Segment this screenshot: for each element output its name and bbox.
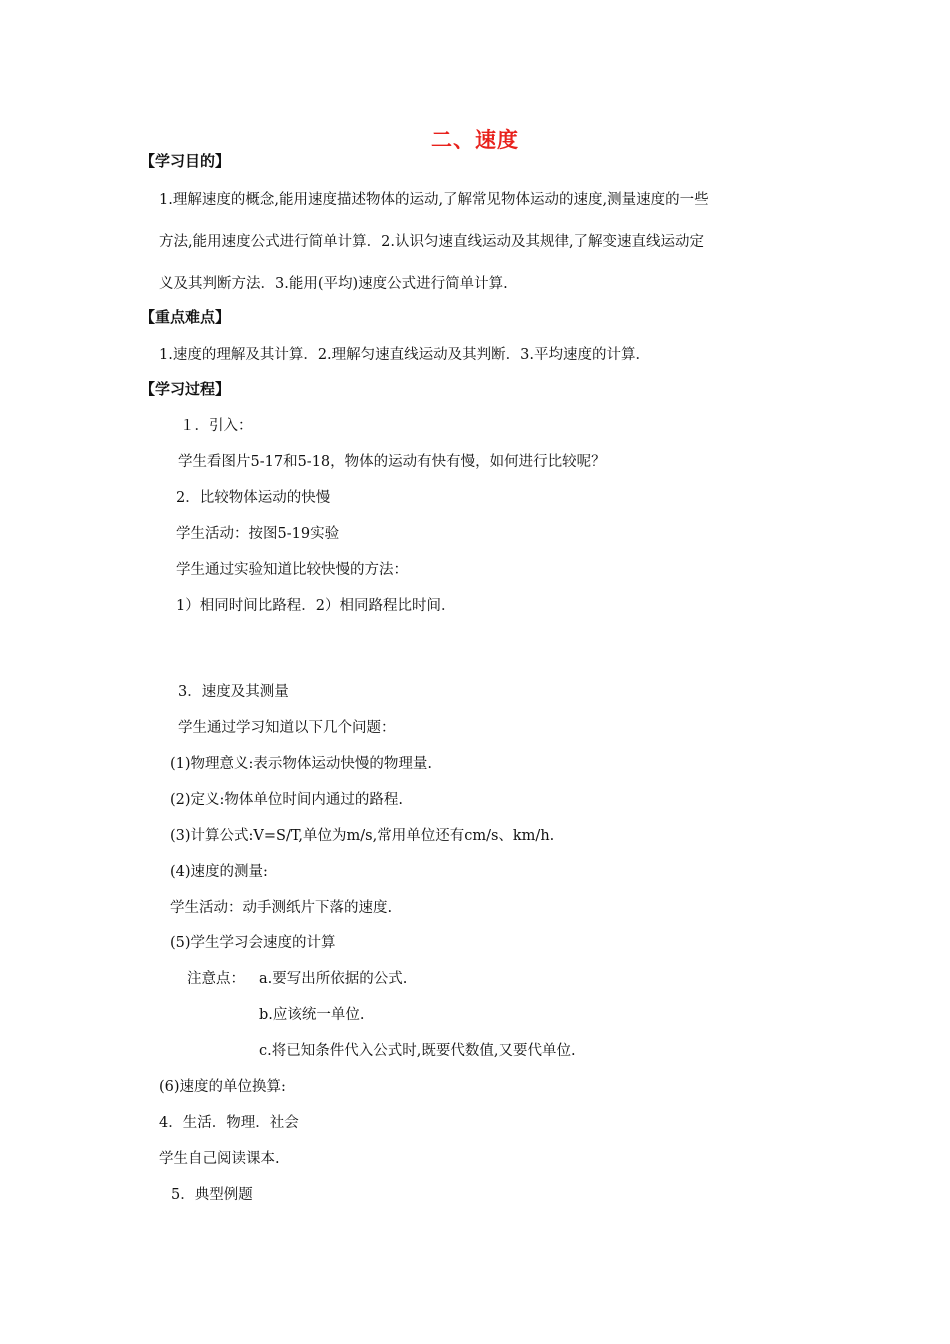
process-line-intro: １．引入：: [180, 418, 253, 434]
process-line: (2)定义:物体单位时间内通过的路程.: [170, 792, 404, 808]
process-line: 2．比较物体运动的快慢: [176, 490, 331, 506]
process-heading: 【学习过程】: [140, 380, 231, 398]
objectives-line-3: 义及其判断方法．3.能用(平均)速度公式进行简单计算.: [159, 276, 508, 292]
note-label: 注意点：: [187, 971, 245, 987]
process-line: (3)计算公式:V=S/T,单位为m/s,常用单位还有cm/s、km/h.: [170, 828, 555, 844]
process-line: 4．生活．物理．社会: [159, 1115, 299, 1131]
key-points-line-1: 1.速度的理解及其计算．2.理解匀速直线运动及其判断．3.平均速度的计算．: [159, 347, 651, 363]
note-item-c: c.将已知条件代入公式时,既要代数值,又要代单位.: [259, 1043, 576, 1059]
process-line: (4)速度的测量:: [170, 864, 268, 880]
process-line: (6)速度的单位换算:: [159, 1079, 286, 1095]
process-line: 学生通过学习知道以下几个问题：: [178, 720, 396, 736]
page-title: 二、速度: [431, 128, 519, 152]
objectives-line-2: 方法,能用速度公式进行简单计算．2.认识匀速直线运动及其规律,了解变速直线运动定: [159, 234, 705, 250]
process-line: 5．典型例题: [171, 1187, 253, 1203]
objectives-line-1: 1.理解速度的概念,能用速度描述物体的运动,了解常见物体运动的速度,测量速度的一些: [159, 192, 709, 208]
process-line: 学生活动：按图5-19实验: [176, 526, 340, 542]
process-line: 学生自己阅读课本.: [159, 1151, 280, 1167]
process-line: 学生看图片5-17和5-18，物体的运动有快有慢，如何进行比较呢？: [178, 454, 606, 470]
note-item-b: b.应该统一单位.: [259, 1007, 365, 1023]
process-line: 1）相同时间比路程．2）相同路程比时间．: [176, 598, 456, 614]
note-item-a: a.要写出所依据的公式.: [259, 971, 408, 987]
objectives-heading: 【学习目的】: [140, 152, 231, 170]
key-points-heading: 【重点难点】: [140, 308, 231, 326]
process-line: (5)学生学习会速度的计算: [170, 935, 336, 951]
process-line: (1)物理意义:表示物体运动快慢的物理量.: [170, 756, 433, 772]
process-line: 学生活动：动手测纸片下落的速度.: [170, 900, 393, 916]
process-line: 3．速度及其测量: [178, 684, 289, 700]
process-line: 学生通过实验知道比较快慢的方法：: [176, 562, 408, 578]
